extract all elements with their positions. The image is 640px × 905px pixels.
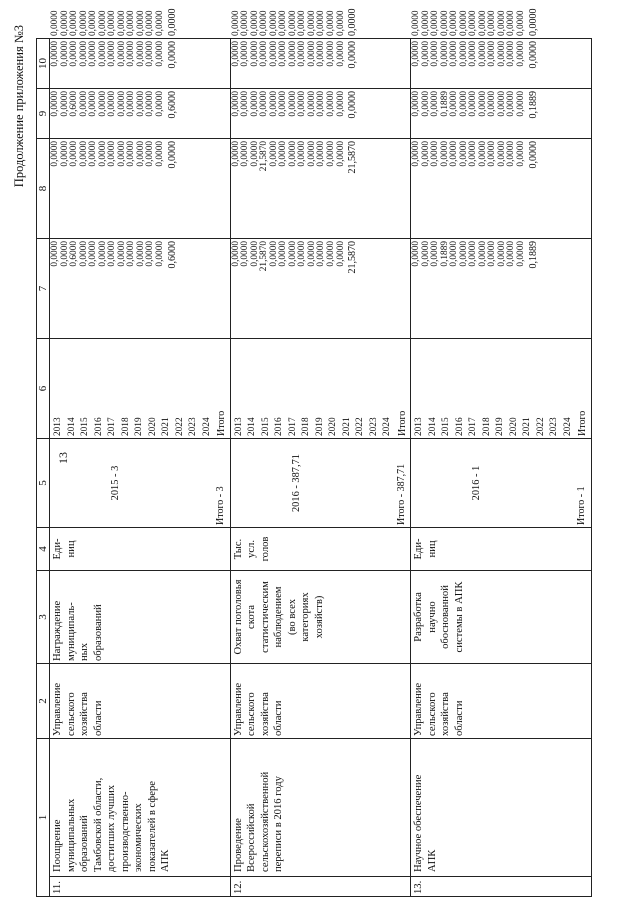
- finance-values-col8: 0,0000 0,0000 0,0000 0,1889 0,0000 0,0000 0,0000 0,0000 0,0000 0,0000 0,0000 0,0000: [411, 91, 527, 117]
- finance-total-col6: 21,5870: [347, 241, 359, 274]
- finance-total-col8: 0,6000: [166, 91, 178, 119]
- finance-values-col7: 0,0000 0,0000 0,0000 21,5870 0,0000 0,0000 0,0000 0,0000 0,0000 0,0000 0,0000 0,0000: [230, 141, 346, 172]
- finance-total-col8: 0,0000: [347, 91, 359, 119]
- years-list: 2013 2014 2015 2016 2017 2018 2019 2020 2021 2022 2023 2024: [233, 417, 392, 436]
- finance-total-col6: 0,6000: [166, 241, 178, 269]
- measure-name: Проведение Всероссийской сельскохозяйственной переписи в 2016 году: [232, 771, 284, 872]
- finance-total-col8: 0,1889: [527, 91, 539, 119]
- finance-values-col10: 0,0000 0,0000 0,0000 0,0000 0,0000 0,0000 0,0000 0,0000 0,0000 0,0000 0,0000 0,0000: [411, 10, 527, 36]
- unit-of-measure: Тыс. усл. голов: [232, 536, 271, 562]
- indicator-name: Разработка научно обоснованной системы в АПК: [413, 581, 465, 653]
- indicator-value: 2016 - 387,71: [290, 454, 302, 513]
- responsible-executor: Управление сельского хозяйства области: [413, 682, 465, 736]
- column-header-7: 7: [37, 239, 50, 339]
- indicator-name: Охват поголовья скота статистическим наблюдением (во всех категориях хозяйств): [232, 579, 325, 655]
- finance-values-col7: 0,0000 0,0000 0,0000 0,0000 0,0000 0,0000 0,0000 0,0000 0,0000 0,0000 0,0000 0,0000: [50, 141, 166, 167]
- unit-of-measure: Еди- ниц: [413, 538, 438, 560]
- column-header-9: 9: [37, 89, 50, 139]
- years-list: 2013 2014 2015 2016 2017 2018 2019 2020 2021 2022 2023 2024: [414, 417, 573, 436]
- column-header-3: 3: [37, 571, 50, 664]
- column-header-2: 2: [37, 664, 50, 739]
- finance-total-col6: 0,1889: [527, 241, 539, 269]
- column-header-8: 8: [37, 139, 50, 239]
- years-list: 2013 2014 2015 2016 2017 2018 2019 2020 2021 2022 2023 2024: [53, 417, 212, 436]
- finance-total-col9: 0,0000: [347, 41, 359, 69]
- program-table: [36, 8, 592, 897]
- column-header-6: 6: [37, 339, 50, 439]
- finance-total-col9: 0,0000: [166, 41, 178, 69]
- finance-values-col10: 0,0000 0,0000 0,0000 0,0000 0,0000 0,0000 0,0000 0,0000 0,0000 0,0000 0,0000 0,0000: [50, 10, 166, 36]
- row-number: 13.: [411, 877, 592, 897]
- finance-values-col6: 0,0000 0,0000 0,0000 21,5870 0,0000 0,0000 0,0000 0,0000 0,0000 0,0000 0,0000 0,0000: [230, 241, 346, 272]
- row-number: 11.: [50, 877, 231, 897]
- finance-values-col8: 0,0000 0,0000 0,0000 0,0000 0,0000 0,0000 0,0000 0,0000 0,0000 0,0000 0,0000 0,0000: [230, 91, 346, 117]
- measure-name: Научное обеспечение АПК: [413, 774, 438, 872]
- finance-values-col9: 0,0000 0,0000 0,0000 0,0000 0,0000 0,0000 0,0000 0,0000 0,0000 0,0000 0,0000 0,0000: [50, 41, 166, 67]
- finance-total-col9: 0,0000: [527, 41, 539, 69]
- unit-of-measure: Еди- ниц: [52, 538, 77, 560]
- table-row: 13. Научное обеспечение АПК Управление сельского хозяйства области Разработка научно обоснованной системы в АПК Еди- ниц 2016 - 1 Итого - 1 2013 2014 2015 2016 2017 2018 2019 2020 2021 2022 2023 2024 Итого 0,0000 0,0000 0,0000 0,1889 0,0000 0,0000 0,0000 0,0000 0,0000 0,0000 0,0000 0,0000 0,1889 0,0000 0,0000 0,0000 0,0000 0,0000 0,0000 0,0000 0,0000 0,0000 0,0000 0,0000 0,0000 0,0000 0,0000 0,0000 0,0000 0,1889 0,0000 0,0000 0,0000 0,0000 0,0000 0,0000 0,0000 0,0000 0,1889 0,0000 0,0000 0,0000 0,0000 0,0000 0,0000 0,0000 0,0000 0,0000 0,0000 0,0000 0,0000 0,0000 0,0000 0,0000 0,0000 0,0000 0,0000 0,0000 0,0000 0,0000 0,0000 0,0000 0,0000 0,0000 0,0000: [411, 39, 592, 897]
- finance-values-col6: 0,0000 0,0000 0,6000 0,0000 0,0000 0,0000 0,0000 0,0000 0,0000 0,0000 0,0000 0,0000: [50, 241, 166, 267]
- finance-total-col7: 21,5870: [347, 141, 359, 174]
- table-row: 11. Поощрение муниципальных образований Тамбовской области, достигших лучших производственно- экономических показателей в сфере АПК Управление сельского хозяйства области Награждение муниципаль- ных образований Еди- ниц 2015 - 3 Итого - 3 2013 2014 2015 2016 2017 2018 2019 2020 2021 2022 2023 2024 Итого 0,0000 0,0000 0,6000 0,0000 0,0000 0,0000 0,0000 0,0000 0,0000 0,0000 0,0000 0,0000 0,6000 0,0000 0,0000 0,0000 0,0000 0,0000 0,0000 0,0000 0,0000 0,0000 0,0000 0,0000 0,0000 0,0000 0,0000 0,0000 0,6000 0,0000 0,0000 0,0000 0,0000 0,0000 0,0000 0,0000 0,0000 0,0000 0,6000 0,0000 0,0000 0,0000 0,0000 0,0000 0,0000 0,0000 0,0000 0,0000 0,0000 0,0000 0,0000 0,0000 0,0000 0,0000 0,0000 0,0000 0,0000 0,0000 0,0000 0,0000 0,0000 0,0000 0,0000 0,0000 0,0000: [50, 39, 231, 897]
- finance-values-col8: 0,0000 0,0000 0,6000 0,0000 0,0000 0,0000 0,0000 0,0000 0,0000 0,0000 0,0000 0,0000: [50, 91, 166, 117]
- column-header-1: 1: [37, 739, 50, 897]
- total-label: Итого: [577, 410, 588, 436]
- column-header-5: 5: [37, 439, 50, 528]
- total-label: Итого: [216, 410, 227, 436]
- indicator-name: Награждение муниципаль- ных образований: [52, 600, 104, 661]
- column-header-row: [37, 39, 50, 897]
- finance-values-col7: 0,0000 0,0000 0,0000 0,0000 0,0000 0,0000 0,0000 0,0000 0,0000 0,0000 0,0000 0,0000: [411, 141, 527, 167]
- measure-name: Поощрение муниципальных образований Тамбовской области, достигших лучших производственно- экономических показателей в сфере АПК: [52, 777, 171, 872]
- finance-total-col7: 0,0000: [166, 141, 178, 169]
- finance-values-col6: 0,0000 0,0000 0,0000 0,1889 0,0000 0,0000 0,0000 0,0000 0,0000 0,0000 0,0000 0,0000: [411, 241, 527, 267]
- indicator-value: 2015 - 3: [110, 465, 121, 501]
- responsible-executor: Управление сельского хозяйства области: [232, 682, 284, 736]
- continuation-title: Продолжение приложения №3: [12, 25, 26, 188]
- column-header-4: 4: [37, 528, 50, 571]
- responsible-executor: Управление сельского хозяйства области: [52, 682, 104, 736]
- finance-values-col9: 0,0000 0,0000 0,0000 0,0000 0,0000 0,0000 0,0000 0,0000 0,0000 0,0000 0,0000 0,0000: [411, 41, 527, 67]
- indicator-total: Итого - 1: [576, 486, 587, 525]
- page-number: 13: [56, 452, 70, 464]
- total-label: Итого: [396, 410, 408, 436]
- column-header-10: 10: [37, 39, 50, 89]
- indicator-total: Итого - 387,71: [395, 463, 407, 525]
- finance-values-col9: 0,0000 0,0000 0,0000 0,0000 0,0000 0,0000 0,0000 0,0000 0,0000 0,0000 0,0000 0,0000: [230, 41, 346, 67]
- finance-values-col10: 0,0000 0,0000 0,0000 0,0000 0,0000 0,0000 0,0000 0,0000 0,0000 0,0000 0,0000 0,0000: [230, 10, 346, 36]
- indicator-total: Итого - 3: [215, 486, 226, 525]
- table-row: 12. Проведение Всероссийской сельскохозяйственной переписи в 2016 году Управление сельского хозяйства области Охват поголовья скота статистическим наблюдением (во всех категориях хозяйств) Тыс. усл. голов 2016 - 387,71 Итого - 387,71 2013 2014 2015 2016 2017 2018 2019 2020 2021 2022 2023 2024 Итого 0,0000 0,0000 0,0000 21,5870 0,0000 0,0000 0,0000 0,0000 0,0000 0,0000 0,0000 0,0000 21,5870 0,0000 0,0000 0,0000 21,5870 0,0000 0,0000 0,0000 0,0000 0,0000 0,0000 0,0000 0,0000 21,5870 0,0000 0,0000 0,0000 0,0000 0,0000 0,0000 0,0000 0,0000 0,0000 0,0000 0,0000 0,0000 0,0000 0,0000 0,0000 0,0000 0,0000 0,0000 0,0000 0,0000 0,0000 0,0000 0,0000 0,0000 0,0000 0,0000 0,0000 0,0000 0,0000 0,0000 0,0000 0,0000 0,0000 0,0000 0,0000 0,0000 0,0000 0,0000 0,0000: [230, 39, 411, 897]
- indicator-value: 2016 - 1: [471, 465, 482, 501]
- row-number: 12.: [230, 877, 411, 897]
- finance-total-col7: 0,0000: [527, 141, 539, 169]
